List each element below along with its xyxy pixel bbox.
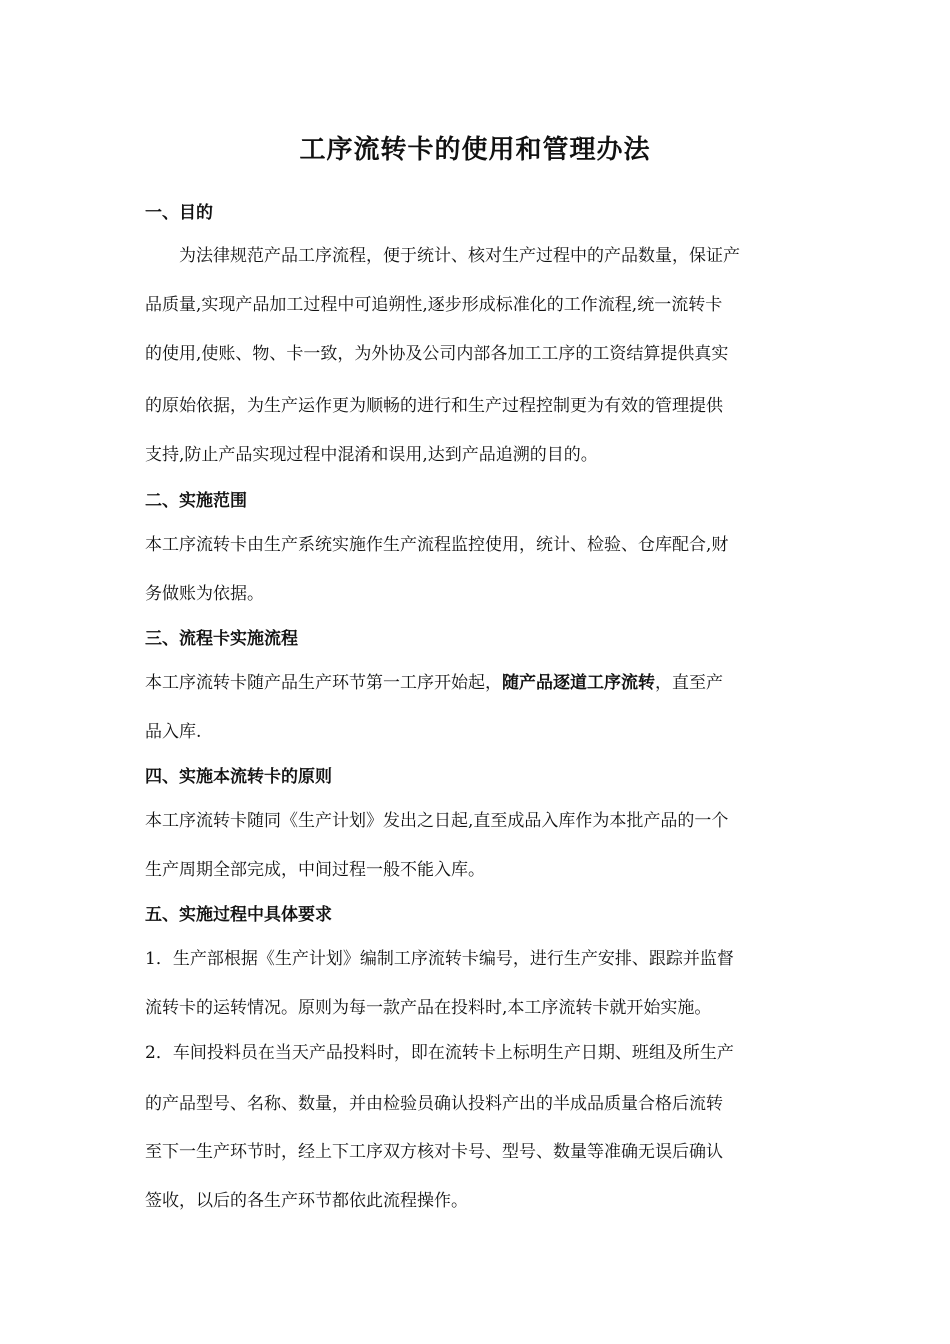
paragraph-line: 本工序流转卡随同《生产计划》发出之日起,直至成品入库作为本批产品的一个 (145, 811, 729, 831)
section-heading-principle: 四、实施本流转卡的原则 (145, 767, 332, 787)
section-heading-requirements: 五、实施过程中具体要求 (145, 905, 332, 925)
section-heading-purpose: 一、目的 (145, 203, 213, 223)
paragraph-line: 的原始依据，为生产运作更为顺畅的进行和生产过程控制更为有效的管理提供 (145, 396, 723, 416)
line-text: ，直至产 (655, 673, 723, 693)
paragraph-line: 签收，以后的各生产环节都依此流程操作。 (145, 1191, 468, 1211)
paragraph-line: 品质量,实现产品加工过程中可追朔性,逐步形成标准化的工作流程,统一流转卡 (145, 295, 723, 315)
paragraph-line: 至下一生产环节时，经上下工序双方核对卡号、型号、数量等准确无误后确认 (145, 1142, 723, 1162)
line-text: 本工序流转卡随产品生产环节第一工序开始起， (145, 673, 502, 693)
paragraph-line: 1．生产部根据《生产计划》编制工序流转卡编号，进行生产安排、跟踪并监督 (145, 949, 734, 969)
paragraph-line: 2．车间投料员在当天产品投料时，即在流转卡上标明生产日期、班组及所生产 (145, 1043, 734, 1063)
paragraph-line: 务做账为依据。 (145, 584, 264, 604)
section-heading-scope: 二、实施范围 (145, 491, 247, 511)
paragraph-line: 流转卡的运转情况。原则为每一款产品在投料时,本工序流转卡就开始实施。 (145, 998, 712, 1018)
paragraph-line: 的产品型号、名称、数量，并由检验员确认投料产出的半成品质量合格后流转 (145, 1094, 723, 1114)
document-title: 工序流转卡的使用和管理办法 (299, 135, 651, 165)
paragraph-line (145, 671, 723, 695)
paragraph-line: 支持,防止产品实现过程中混淆和误用,达到产品追溯的目的。 (145, 445, 598, 465)
paragraph-line: 的使用,使账、物、卡一致，为外协及公司内部各加工工序的工资结算提供真实 (145, 344, 729, 364)
emphasized-text: 随产品逐道工序流转 (502, 673, 655, 693)
section-heading-process: 三、流程卡实施流程 (145, 629, 298, 649)
paragraph-line: 本工序流转卡由生产系统实施作生产流程监控使用，统计、检验、仓库配合,财 (145, 535, 729, 555)
paragraph-line: 品入库. (145, 722, 202, 742)
paragraph-line: 为法律规范产品工序流程，便于统计、核对生产过程中的产品数量，保证产 (179, 246, 740, 266)
paragraph-line: 生产周期全部完成，中间过程一般不能入库。 (145, 860, 485, 880)
